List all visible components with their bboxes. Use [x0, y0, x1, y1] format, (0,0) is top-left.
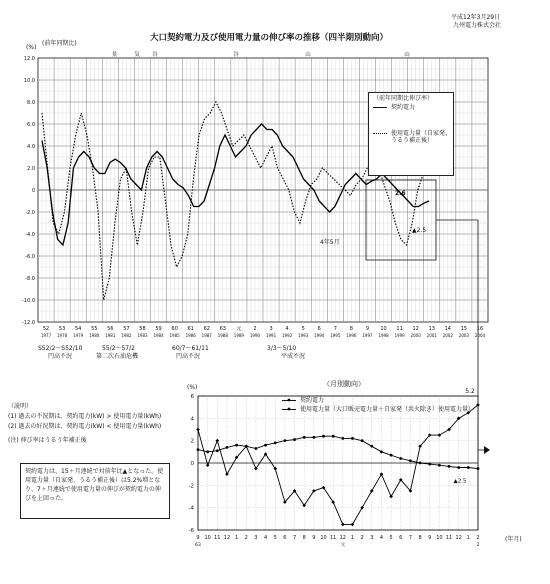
monthly-contract-point — [322, 435, 325, 438]
monthly-x-tick-label: 7 — [408, 535, 413, 541]
monthly-x-tick-label: 3 — [370, 535, 374, 541]
monthly-x-tick-label: 6 — [399, 535, 403, 541]
main-x-year-label: 2000 — [410, 333, 421, 338]
main-x-year-label: 2004 — [474, 333, 486, 338]
main-x-year-label: 2001 — [426, 333, 437, 338]
monthly-x-tick-label: 9 — [196, 535, 200, 541]
monthly-chart-grid — [198, 396, 478, 530]
monthly-contract-point — [361, 439, 364, 442]
main-x-tick-label: 58 — [139, 326, 146, 332]
monthly-contract-point — [293, 438, 296, 441]
main-top-label: 景 — [111, 52, 118, 58]
main-x-year-label: 1980 — [89, 333, 100, 338]
monthly-contract-point — [283, 439, 286, 442]
monthly-x-year-label: 元 — [340, 543, 346, 548]
main-top-label: 谷 — [233, 52, 239, 58]
main-y-tick-label: -10.0 — [22, 298, 35, 304]
monthly-x-tick-label: 12 — [339, 535, 347, 541]
monthly-x-tick-label: 4 — [263, 535, 268, 541]
main-x-year-label: 1988 — [217, 333, 228, 338]
monthly-contract-point — [409, 459, 412, 462]
main-x-tick-label: 7 — [333, 326, 337, 332]
monthly-contract-point — [419, 462, 422, 465]
monthly-x-tick-label: 7 — [292, 535, 297, 541]
main-x-year-label: 1986 — [185, 333, 196, 338]
main-x-tick-label: 62 — [203, 326, 210, 332]
main-x-year-label: 1984 — [153, 333, 164, 338]
main-legend — [368, 92, 454, 176]
monthly-contract-point — [197, 448, 200, 451]
main-x-tick-label: 10 — [380, 326, 387, 332]
main-y-unit-note: (前年同期比) — [42, 40, 77, 47]
main-x-tick-label: 63 — [219, 326, 227, 332]
monthly-x-tick-label: 10 — [204, 535, 211, 541]
marker-4q-label: 4年5月 — [320, 239, 340, 246]
monthly-x-tick-label: 1 — [350, 535, 355, 541]
main-y-tick-label: 0 — [31, 188, 35, 194]
main-x-tick-label: 2 — [253, 326, 257, 332]
main-y-tick-label: -4.0 — [25, 232, 35, 238]
recession-3-name: 円高不況 — [176, 353, 201, 360]
monthly-x-tick-label: 10 — [436, 535, 443, 541]
main-y-tick-label: -12.0 — [22, 320, 35, 326]
monthly-contract-point — [341, 437, 344, 440]
monthly-contract-point — [370, 445, 373, 448]
note-box — [20, 463, 170, 519]
monthly-contract-point — [467, 466, 470, 469]
monthly-x-tick-label: 1 — [466, 535, 470, 541]
monthly-end-label-contract: ▲2.5 — [453, 478, 467, 485]
main-x-tick-label: 13 — [428, 326, 435, 332]
monthly-x-tick-label: 6 — [283, 535, 287, 541]
monthly-chart-title: （月別動向） — [323, 380, 365, 388]
monthly-x-tick-label: 2 — [360, 535, 364, 541]
main-y-tick-label: 8.0 — [27, 100, 35, 106]
monthly-legend-line-1 — [282, 400, 296, 401]
recent-value-b-label: ▲2.5 — [412, 227, 427, 234]
main-x-year-label: 1985 — [169, 333, 180, 338]
monthly-x-year-label: 2 — [476, 543, 480, 548]
main-x-tick-label: 6 — [317, 326, 321, 332]
recession-1-dates: S52/2〜S52/10 — [38, 345, 83, 352]
main-x-tick-label: 元 — [236, 326, 242, 332]
recession-4-name: 平成不況 — [281, 353, 306, 360]
monthly-x-tick-label: 5 — [273, 535, 277, 541]
main-x-tick-label: 52 — [42, 326, 50, 332]
monthly-contract-point — [274, 442, 277, 445]
main-x-tick-label: 3 — [269, 326, 273, 332]
monthly-x-tick-label: 12 — [223, 535, 231, 541]
main-x-tick-label: 12 — [412, 326, 419, 332]
legend-dashed-line — [373, 133, 387, 134]
main-x-tick-label: 11 — [396, 326, 403, 332]
main-top-label: 山 — [404, 52, 410, 58]
monthly-x-year-label: 63 — [195, 543, 201, 548]
recession-1-name: 円高不況 — [48, 353, 73, 360]
monthly-contract-point — [235, 444, 238, 447]
monthly-y-tick-label: -4 — [188, 505, 194, 512]
main-x-year-label: 1981 — [105, 333, 116, 338]
main-x-tick-label: 56 — [107, 326, 114, 332]
main-top-label: 気 — [134, 52, 140, 58]
recession-2-dates: 55/2〜57/2 — [102, 345, 135, 352]
monthly-end-label-usage: 5.2 — [465, 388, 475, 395]
main-y-tick-label: -2.0 — [25, 210, 35, 216]
main-x-year-label: 1979 — [73, 333, 84, 338]
monthly-y-tick-label: -6 — [188, 528, 194, 534]
monthly-legend-1: 契約電力 — [300, 397, 325, 404]
main-x-tick-label: 53 — [58, 326, 66, 332]
main-x-tick-label: 8 — [349, 326, 353, 332]
main-y-tick-label: 12.0 — [23, 56, 35, 62]
monthly-contract-point — [380, 450, 383, 453]
main-y-unit: (%) — [26, 44, 37, 51]
legend-title: （前年同期比伸び率） — [373, 95, 434, 102]
header-date: 平成12年3月29日 — [451, 14, 501, 21]
main-y-tick-label: 10.0 — [23, 78, 35, 84]
main-x-year-label: 1994 — [314, 333, 325, 338]
recent-value-label: 2.6 — [395, 190, 406, 197]
monthly-contract-point — [226, 446, 229, 449]
main-y-tick-label: 2.0 — [27, 166, 35, 172]
main-x-tick-label: 15 — [460, 326, 468, 332]
header-company: 九州電力株式会社 — [453, 22, 502, 29]
monthly-x-tick-label: 2 — [476, 535, 480, 541]
monthly-contract-point — [351, 437, 354, 440]
monthly-y-tick-label: 6 — [190, 394, 194, 400]
monthly-x-tick-label: 9 — [312, 535, 316, 541]
monthly-x-tick-label: 8 — [302, 535, 306, 541]
main-x-year-label: 1987 — [201, 333, 212, 338]
main-x-tick-label: 55 — [91, 326, 98, 332]
monthly-y-tick-label: 2 — [190, 438, 194, 445]
monthly-x-tick-label: 1 — [235, 535, 239, 541]
main-x-year-label: 2003 — [458, 333, 469, 338]
main-x-tick-label: 60 — [171, 326, 178, 332]
page-title: 大口契約電力及び使用電力量の伸び率の推移（四半期別動向） — [150, 33, 389, 43]
main-x-year-label: 1978 — [57, 333, 68, 338]
main-x-year-label: 1996 — [346, 333, 357, 338]
main-x-year-label: 1995 — [330, 333, 341, 338]
monthly-x-tick-label: 4 — [379, 535, 384, 541]
monthly-contract-point — [303, 436, 306, 439]
monthly-y-tick-label: 0 — [190, 461, 194, 467]
monthly-contract-point — [216, 449, 219, 452]
monthly-contract-point — [448, 465, 451, 468]
monthly-y-tick-label: -2 — [188, 483, 194, 490]
main-x-year-label: 1977 — [40, 333, 52, 338]
monthly-x-tick-label: 5 — [389, 535, 393, 541]
monthly-y-unit: (%) — [187, 384, 198, 391]
monthly-x-tick-label: 9 — [428, 535, 432, 541]
main-x-tick-label: 61 — [187, 326, 194, 332]
main-x-year-label: 2002 — [442, 333, 453, 338]
monthly-contract-point — [428, 463, 431, 466]
monthly-x-tick-label: 2 — [244, 535, 248, 541]
main-y-tick-label: 4.0 — [27, 144, 35, 150]
explanation-line-2: (2) 過去の好況期は、契約電力(kW) < 使用電力量(kWh) — [8, 423, 162, 430]
main-top-label: 谷 — [152, 52, 158, 58]
monthly-x-tick-label: 11 — [214, 535, 221, 541]
monthly-contract-point — [312, 436, 315, 439]
main-x-tick-label: 14 — [444, 326, 452, 332]
main-x-year-label: 1992 — [282, 333, 293, 338]
main-x-year-label: 1983 — [137, 333, 148, 338]
legend-series-1: 契約電力 — [391, 104, 416, 111]
main-x-year-label: 1993 — [298, 333, 309, 338]
main-x-tick-label: 5 — [301, 326, 305, 332]
connector-arrow — [484, 446, 490, 454]
main-x-year-label: 1998 — [378, 333, 389, 338]
legend-series-2: 使用電力量（自家発、うるう補正後） — [391, 130, 452, 144]
main-x-tick-label: 4 — [285, 326, 289, 332]
main-x-year-label: 1999 — [394, 333, 405, 338]
main-x-tick-label: 54 — [74, 326, 82, 332]
main-y-tick-label: 6.0 — [27, 122, 35, 128]
monthly-contract-point — [332, 435, 335, 438]
monthly-x-tick-label: 8 — [418, 535, 422, 541]
monthly-contract-point — [399, 457, 402, 460]
monthly-contract-point — [457, 466, 460, 469]
monthly-contract-point — [477, 467, 480, 470]
recession-3-dates: 60/7〜61/11 — [172, 345, 209, 352]
main-x-tick-label: 57 — [123, 326, 130, 332]
main-x-year-label: 1997 — [362, 333, 373, 338]
main-x-tick-label: 59 — [155, 326, 162, 332]
monthly-legend-2: 使用電力量（大口販売電力量＋自家発（共火除き）使用電力量） — [300, 406, 475, 413]
monthly-x-tick-label: 10 — [320, 535, 327, 541]
explanation-title: （説明） — [8, 403, 33, 410]
monthly-contract-point — [255, 447, 258, 450]
legend-solid-line — [373, 107, 387, 108]
recession-2-name: 第二次石油危機 — [96, 353, 139, 360]
monthly-x-tick-label: 11 — [329, 535, 337, 541]
recession-4-dates: 3/3〜5/10 — [267, 345, 297, 352]
explanation-line-1: (1) 過去の不況期は、契約電力(kW) > 使用電力量(kWh) — [8, 413, 162, 420]
main-x-tick-label: 9 — [365, 326, 370, 332]
monthly-x-tick-label: 3 — [254, 535, 258, 541]
main-y-tick-label: -8.0 — [25, 276, 35, 282]
monthly-x-tick-label: 11 — [445, 535, 453, 541]
main-x-year-label: 1990 — [249, 333, 261, 338]
monthly-y-tick-label: 4 — [190, 416, 194, 423]
main-y-tick-label: -6.0 — [25, 254, 35, 260]
monthly-x-tick-label: 12 — [455, 535, 462, 541]
monthly-contract-point — [206, 450, 209, 453]
main-x-year-label: 1982 — [121, 333, 132, 338]
monthly-contract-point — [390, 454, 393, 457]
monthly-contract-point — [264, 444, 267, 447]
main-top-label: 山 — [305, 52, 311, 58]
main-x-tick-label: 16 — [476, 326, 484, 332]
monthly-x-unit: (年月) — [505, 536, 522, 543]
main-x-year-label: 1989 — [233, 333, 244, 338]
note-text: 契約電力は、15ヶ月連続で対前年比▲となった。使用電力量（自家発、うるう補正後）は5.2%増となり、7ヶ月連続で使用電力量の伸びが契約電力の伸びを上回った。 — [25, 468, 164, 502]
monthly-legend-line-2 — [282, 409, 296, 410]
monthly-contract-point — [438, 464, 441, 467]
explanation-note: (注) 伸び率はうるう年補正後 — [8, 437, 87, 444]
main-x-year-label: 1991 — [265, 333, 277, 338]
